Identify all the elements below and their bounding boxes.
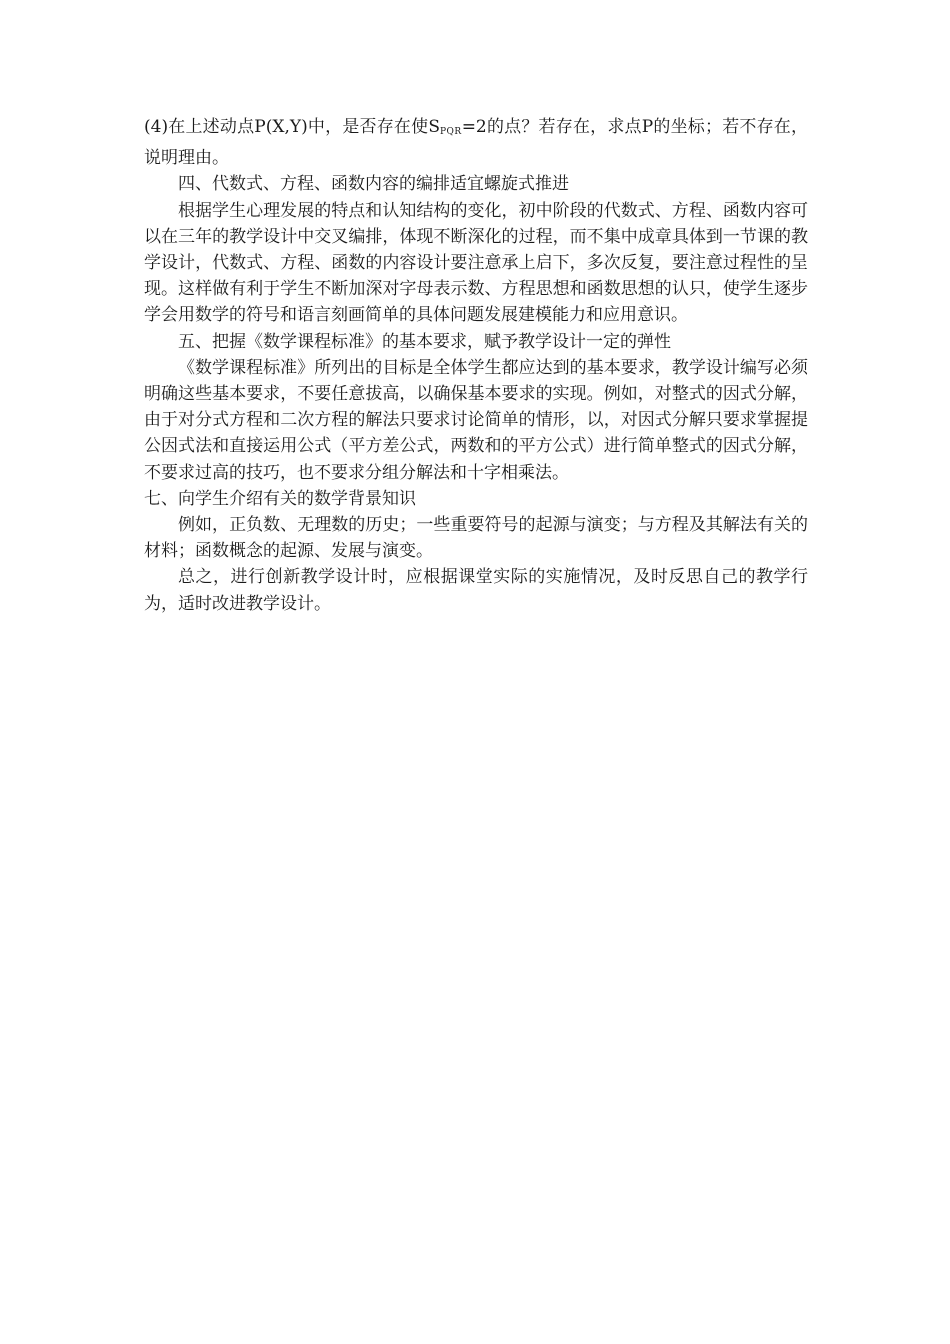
section-4-body: 根据学生心理发展的特点和认知结构的变化，初中阶段的代数式、方程、函数内容可以在三年的教学设计中交叉编排，体现不断深化的过程，而不集中成章具体到一节课的教学设计，代数式、方程、函数的内容设计要注意承上启下，多次反复，要注意过程性的呈现。这样做有利于学生不断加深对字母表示数、方程思想和函数思想的认只，使学生逐步学会用数学的符号和语言刻画简单的具体问题发展建模能力和应用意识。 [144, 200, 808, 326]
question-4 [144, 114, 808, 171]
question-4-subscript: PQR [439, 127, 462, 137]
section-4-heading: 四、代数式、方程、函数内容的编排适宜螺旋式推进 [178, 174, 569, 195]
conclusion-paragraph: 总之，进行创新教学设计时，应根据课堂实际的实施情况，及时反思自己的教学行为，适时改进教学设计。 [144, 567, 808, 614]
question-4-text-a: (4)在上述动点P(X,Y)中，是否存在使S [144, 117, 440, 137]
section-7-heading: 七、向学生介绍有关的数学背景知识 [144, 488, 416, 509]
section-7-body: 例如，正负数、无理数的历史；一些重要符号的起源与演变；与方程及其解法有关的材料；函数概念的起源、发展与演变。 [144, 515, 808, 562]
question-4-text-b: =2的点？若存在，求点P的坐标；若不存在，说明理由。 [144, 117, 808, 169]
section-5-body: 《数学课程标准》所列出的目标是全体学生都应达到的基本要求，教学设计编写必须明确这些基本要求，不要任意拔高，以确保基本要求的实现。例如，对整式的因式分解，由于对分式方程和二次方程的解法只要求讨论简单的情形，以，对因式分解只要求掌握提公因式法和直接运用公式（平方差公式，两数和的平方公式）进行简单整式的因式分解，不要求过高的技巧，也不要求分组分解法和十字相乘法。 [144, 357, 808, 483]
section-5-heading: 五、把握《数学课程标准》的基本要求，赋予教学设计一定的弹性 [178, 331, 671, 352]
document-page [144, 114, 808, 617]
